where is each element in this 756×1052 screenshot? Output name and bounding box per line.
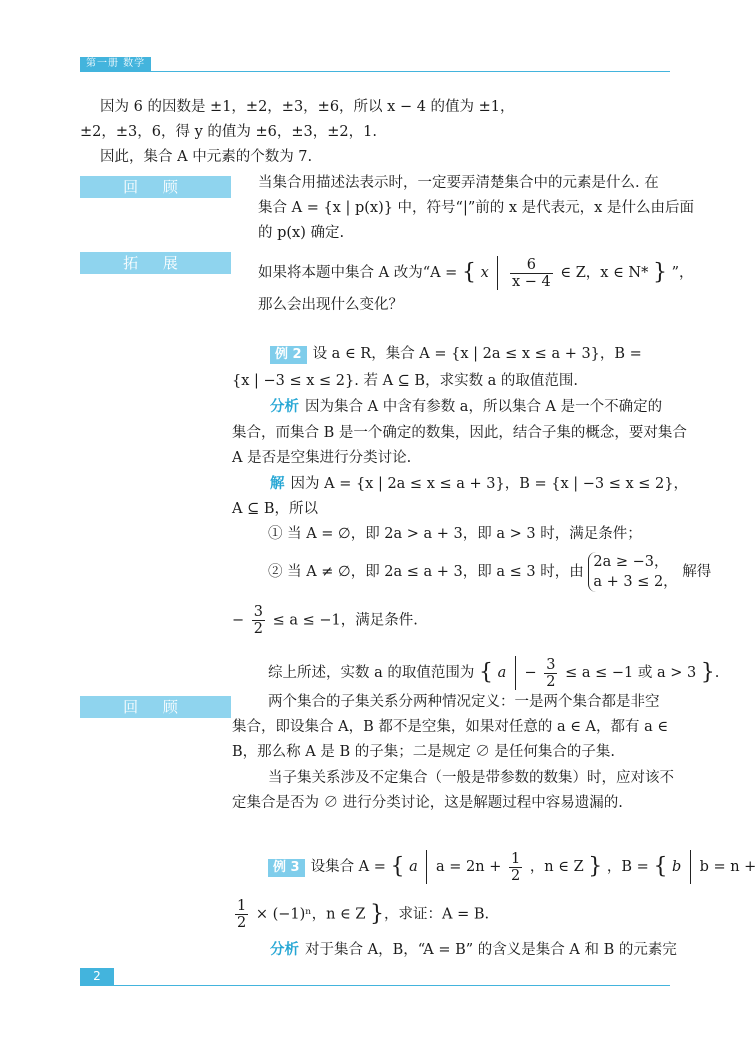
summary-range: ≤ a ≤ −1 或 a > 3 [565,665,697,681]
ex1-line-1: 因为 6 的因数是 ±1，±2，±3，±6，所以 x − 4 的值为 ±1， [100,99,515,115]
ex2-analysis-1 [270,398,662,416]
analysis-label: 分析 [270,399,299,415]
extend-prefix: 如果将本题中集合 A 改为“A = [258,265,458,281]
ex2-solution-2: A ⊆ B，所以 [232,501,318,517]
ex3-b-left-brace: { [653,854,668,879]
summary-var: a [497,665,507,681]
summary-frac-num: 3 [546,656,556,673]
extend-set-var: x [480,265,489,281]
ex2-case2-post: 解得 [682,564,712,580]
ex2-line-1 [270,345,642,364]
ex2-case2-system [588,552,677,592]
ex3-b-var: b [672,859,682,875]
solution-label: 解 [270,476,285,492]
extend-line-1 [258,256,693,290]
extend-fraction-den: x − 4 [511,273,551,290]
ex3-frac-2-den: 2 [237,915,247,931]
review1-line-2: 集合 A = {x | p(x)} 中，符号“|”前的 x 是代表元，x 是什么由后面 [258,200,694,216]
ex2-frac [252,604,265,637]
ex2-frac-den: 2 [253,621,263,637]
ex2-analysis-2: 集合，而集合 B 是一个确定的数集，因此，结合子集的概念，要对集合 [232,425,687,441]
summary-end: . [714,665,720,681]
summary-minus: − [524,665,537,681]
book-header-tab: 第一册 数学 [80,57,151,71]
review1-line-3: 的 p(x) 确定. [258,225,345,241]
example-3-tag: 例 3 [268,859,305,877]
ex3-line-1 [268,850,756,884]
ex3-frac-1-den: 2 [510,867,521,884]
summary-frac [544,657,557,690]
ex3-a1: 对于集合 A，B，“A = B” 的含义是集合 A 和 B 的元素完 [305,942,677,958]
extend-fraction [510,257,553,290]
review-label-2: 回 顾 [80,696,231,718]
right-brace: } [652,260,667,285]
extend-fraction-num: 6 [510,257,553,274]
ex3-b-right-brace: } [370,901,385,927]
ex2-summary-pre: 综上所述，实数 a 的取值范围为 [268,665,475,681]
ex3-frac-1-num: 1 [510,850,521,867]
ex2-solution-1 [270,475,688,493]
review2-line-2: 集合，即设集合 A，B 都不是空集，如果对任意的 a ∈ A，都有 a ∈ [232,719,669,735]
ex2-case-1: ① 当 A = ∅，即 2a > a + 3，即 a > 3 时，满足条件； [268,526,642,542]
ex3-a-left-brace: { [390,854,405,879]
ex1-line-2: ±2，±3，6，得 y 的值为 ±6，±3，±2，1. [80,124,377,140]
ex3-a-right-brace: } [588,854,603,879]
extend-condition: ∈ Z，x ∈ N* [560,265,649,281]
ex2-case2-pre: ② 当 A ≠ ∅，即 2a ≤ a + 3，即 a ≤ 3 时，由 [268,564,584,580]
ex3-analysis-label: 分析 [270,942,299,958]
ex2-case2-eq2: a + 3 ≤ 2， [593,574,678,590]
page-number: 2 [80,968,114,985]
ex1-line-3: 因此，集合 A 中元素的个数为 7. [100,149,313,165]
extend-tail: ”， [671,265,694,281]
ex2-line-2: {x | −3 ≤ x ≤ 2}. 若 A ⊆ B，求实数 a 的取值范围. [232,373,579,389]
ex3-line-2 [232,898,489,931]
ex3-a-var: a [409,859,418,875]
summary-frac-den: 2 [546,673,556,690]
ex3-frac-2 [235,898,248,931]
ex3-frac-2-num: 1 [237,898,247,914]
set-bar [497,256,498,290]
ex3-a-tail: ，n ∈ Z [529,859,584,875]
review2-line-5: 定集合是否为 ∅ 进行分类讨论，这是解题过程中容易遗漏的. [232,795,623,811]
ex3-mid: ，B = [606,859,649,875]
review2-line-1: 两个集合的子集关系分两种情况定义：一是两个集合都是非空 [268,694,660,710]
extend-label: 拓 展 [80,252,231,274]
ex2-q1: 设 a ∈ R，集合 A = {x | 2a ≤ x ≤ a + 3}，B = [312,346,642,362]
header-divider [80,71,670,72]
example-2-tag: 例 2 [270,346,307,364]
ex3-l2-post: × (−1)ⁿ，n ∈ Z [255,906,366,923]
ex2-case2-eq1: 2a ≥ −3， [593,554,669,570]
review-label-1: 回 顾 [80,176,231,198]
ex3-b-bar [690,850,691,884]
left-brace: { [461,260,476,285]
ex3-b-expr: b = n + [699,859,756,875]
ex2-case-2 [268,552,711,592]
review2-line-3: B，那么称 A 是 B 的子集；二是规定 ∅ 是任何集合的子集. [232,744,616,760]
ex2-case-2-result [232,604,418,637]
summary-bar [515,656,516,690]
ex3-pre: 设集合 A = [310,859,386,875]
footer-divider [80,985,670,986]
ex3-analysis-1 [270,941,677,959]
minus-sign: − [232,612,245,629]
ex2-analysis-3: A 是否是空集进行分类讨论. [232,450,412,466]
ex2-case2-result-post: ≤ a ≤ −1，满足条件. [272,612,418,629]
review2-line-4: 当子集关系涉及不定集合（一般是带参数的数集）时，应对该不 [268,770,674,786]
ex3-a-expr: a = 2n + [436,859,502,875]
ex3-l2-tail: ，求证：A = B. [384,906,490,923]
extend-line-2: 那么会出现什么变化？ [258,297,403,313]
ex2-a1: 因为集合 A 中含有参数 a，所以集合 A 是一个不确定的 [305,399,663,415]
ex3-frac-1 [509,851,522,884]
summary-right-brace: } [700,660,715,685]
summary-left-brace: { [478,660,493,685]
ex2-summary [268,656,719,690]
review1-line-1: 当集合用描述法表示时，一定要弄清楚集合中的元素是什么. 在 [258,175,659,191]
ex2-frac-num: 3 [253,604,263,620]
ex2-s1: 因为 A = {x | 2a ≤ x ≤ a + 3}，B = {x | −3 ≤ x ≤ 2}， [290,476,688,492]
ex3-a-bar [426,850,427,884]
